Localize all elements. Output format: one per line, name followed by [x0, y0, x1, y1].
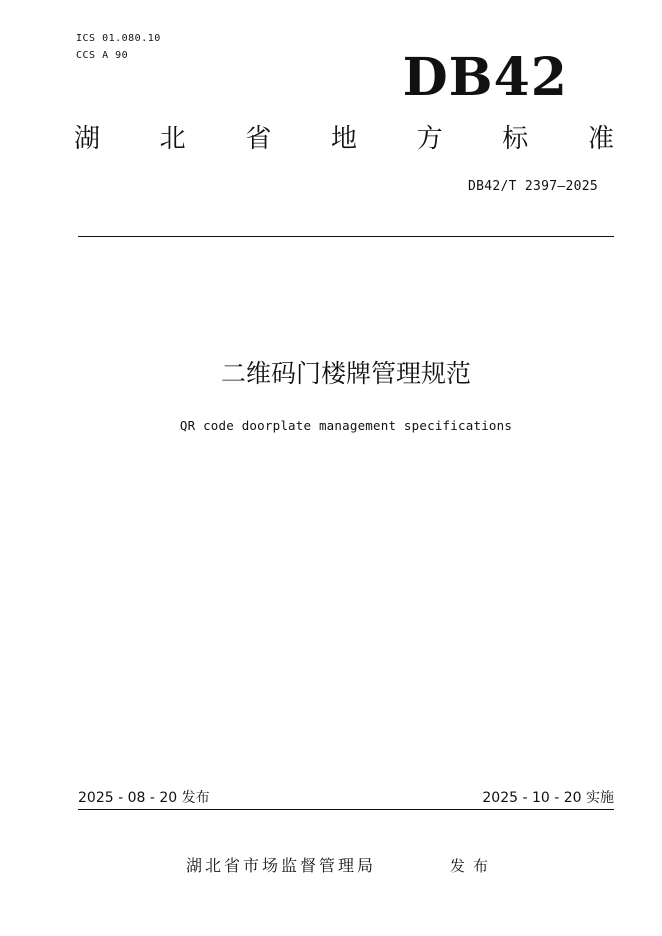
issue-date: 2025 - 08 - 20 发布 [78, 790, 210, 806]
standard-type-heading [74, 126, 614, 152]
ics-code: ICS 01.080.10 [76, 33, 161, 44]
document-title-chinese: 二维码门楼牌管理规范 [220, 359, 471, 388]
implementation-date: 2025 - 10 - 20 实施 [482, 790, 614, 806]
document-title-english: QR code doorplate management specifications [179, 418, 513, 433]
issuer-action: 发布 [450, 857, 497, 875]
standard-type-char: 标 [502, 124, 529, 154]
db-standard-mark: DB42 [402, 47, 568, 108]
standard-number: DB42/T 2397—2025 [467, 179, 598, 194]
footer-divider [78, 809, 614, 810]
ccs-code: CCS A 90 [76, 50, 129, 61]
header-divider [78, 236, 614, 237]
standard-type-char: 准 [587, 124, 614, 154]
standard-type-char: 省 [245, 124, 272, 154]
standard-type-char: 方 [416, 124, 443, 154]
standard-type-char: 北 [159, 124, 186, 154]
issuing-authority: 湖北省市场监督管理局 [186, 856, 377, 875]
standard-type-char: 湖 [74, 124, 101, 154]
standard-type-char: 地 [330, 124, 357, 154]
